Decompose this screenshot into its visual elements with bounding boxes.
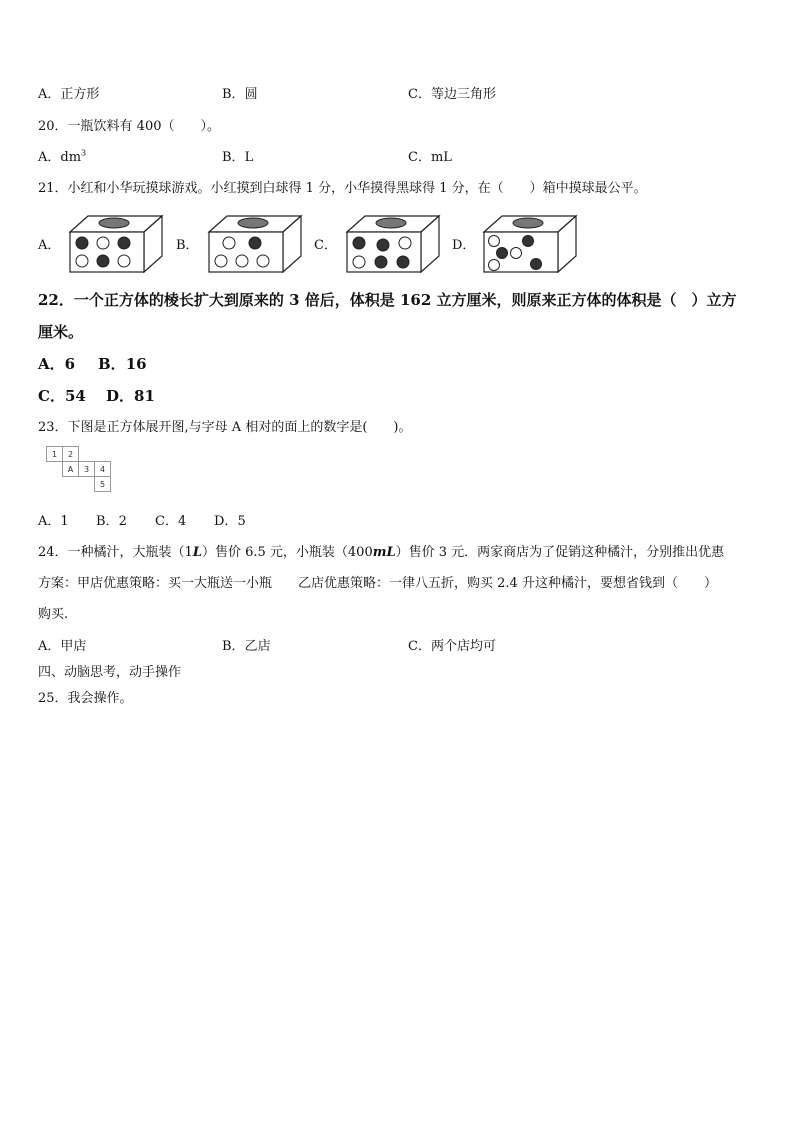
q20-question: 20．一瓶饮料有 400（ ）。: [38, 119, 220, 134]
q23-option-b: B．2: [96, 514, 127, 529]
q19-option-a: A．正方形: [38, 87, 100, 102]
q24-question-line2: 方案：甲店优惠策略：买一大瓶送一小瓶 乙店优惠策略：一律八五折，购买 2.4 升这种橘汁，要想省钱到（ ）: [38, 576, 717, 591]
net-cell: 4: [94, 461, 111, 477]
q24-option-b: B．乙店: [222, 639, 271, 654]
q23-option-c: C．4: [155, 514, 187, 529]
q23-option-a: A．1: [38, 514, 69, 529]
net-cell: A: [62, 461, 79, 477]
q20-option-a: A．$dm^3$: [38, 148, 87, 165]
net-cell: 5: [94, 476, 111, 492]
q24-question-line1: 24．一种橘汁，大瓶装（1L）售价 6.5 元，小瓶装（400mL）售价 3 元．两家商店为了促销这种橘汁，分别推出优惠: [38, 545, 725, 560]
q22-option-a: A．6: [38, 355, 76, 373]
q23-option-d: D．5: [214, 514, 246, 529]
q20-option-b: B．L: [222, 150, 254, 165]
q25-question: 25．我会操作。: [38, 691, 133, 706]
q21-letter-d: D．: [452, 238, 476, 253]
q19-option-c: C．等边三角形: [408, 87, 496, 102]
q21-letter-a: A．: [38, 238, 61, 253]
section-heading: 四、动脑思考，动手操作: [38, 665, 182, 680]
q22-question-line2: 厘米。: [38, 323, 84, 341]
q20-option-c: C．mL: [408, 150, 452, 165]
q21-letter-b: B．: [176, 238, 199, 253]
q24-option-c: C．两个店均可: [408, 639, 496, 654]
q22-option-c: C．54: [38, 387, 86, 405]
ball-box-c: [345, 210, 441, 274]
q22-option-d: D．81: [106, 387, 155, 405]
q21-question: 21．小红和小华玩摸球游戏。小红摸到白球得 1 分，小华摸得黑球得 1 分，在（ ）箱中摸球最公平。: [38, 181, 647, 196]
ball-box-a: [68, 210, 164, 274]
net-cell: 1: [46, 446, 63, 462]
q24-question-line3: 购买.: [38, 607, 69, 622]
net-cell: 2: [62, 446, 79, 462]
q22-question-line1: 22．一个正方体的棱长扩大到原来的 3 倍后，体积是 162 立方厘米，则原来正方体的体积是（ ）立方: [38, 291, 737, 309]
net-cell: 3: [78, 461, 95, 477]
q21-letter-c: C．: [314, 238, 337, 253]
ball-box-d: [482, 210, 578, 274]
q23-question: 23．下图是正方体展开图,与字母 A 相对的面上的数字是( )。: [38, 420, 412, 435]
q19-option-b: B．圆: [222, 87, 258, 102]
ball-box-b: [207, 210, 303, 274]
q22-option-b: B．16: [98, 355, 147, 373]
q24-option-a: A．甲店: [38, 639, 87, 654]
